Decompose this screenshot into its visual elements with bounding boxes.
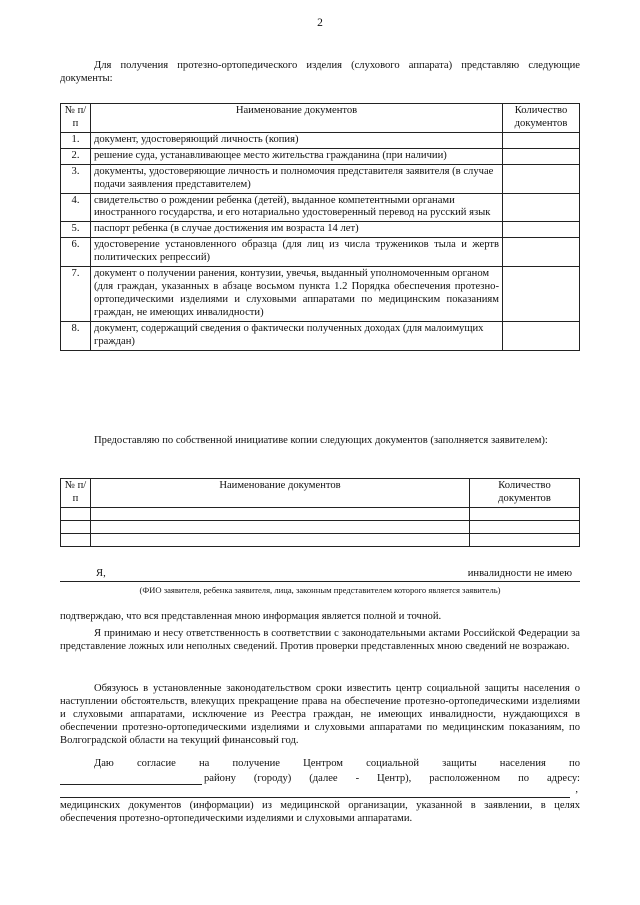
table-row — [61, 321, 580, 350]
intro-paragraph: Для получения протезно-ортопедического изделия (слухового аппарата) представляю следующие документы: — [60, 60, 580, 84]
fio-fill-line[interactable] — [60, 566, 580, 582]
empty-cell[interactable] — [91, 520, 470, 533]
consent-paragraph-end: медицинских документов (информации) из медицинской организации, указанной в заявлении, в целях обеспечения протезно-ортопедическими изделиями и слуховыми аппаратами. — [60, 800, 580, 824]
ya-label: Я, — [96, 568, 106, 579]
consent-text-2: району (городу) (далее - Центр), расположенном по адресу: — [204, 773, 580, 784]
empty-cell[interactable] — [470, 507, 580, 520]
fio-hint: (ФИО заявителя, ребенка заявителя, лица, законным представителем которого является заявитель) — [139, 585, 501, 595]
header-name: Наименование документов — [91, 479, 470, 508]
district-fill-line[interactable] — [60, 784, 202, 785]
confirm-paragraph: подтверждаю, что вся представленная мною информация является полной и точной. — [60, 611, 442, 622]
row-name: свидетельство о рождении ребенка (детей), выданное компетентными органами иностранного государства, и его нотариально удостоверенный перевод на русский язык — [91, 193, 503, 222]
empty-cell[interactable] — [91, 533, 470, 546]
table-row — [61, 238, 580, 267]
row-count-cell[interactable] — [503, 321, 580, 350]
address-fill-line[interactable] — [60, 797, 570, 798]
row-name: удостоверение установленного образца (для лиц из числа тружеников тыла и жертв политических репрессий) — [91, 238, 503, 267]
row-name: документ, содержащий сведения о фактически полученных доходах (для малоимущих граждан) — [91, 321, 503, 350]
page-number: 2 — [317, 17, 323, 29]
consent-line-2 — [60, 773, 580, 787]
empty-cell[interactable] — [470, 520, 580, 533]
row-name-main: документ о получении ранения, контузии, увечья, выданный уполномоченным органом — [94, 268, 490, 280]
initiative-table — [60, 478, 580, 547]
header-num: № п/п — [61, 479, 91, 508]
table-row — [61, 222, 580, 238]
header-count: Количество документов — [470, 479, 580, 508]
row-num: 1. — [61, 132, 91, 148]
row-num: 7. — [61, 267, 91, 322]
comma: , — [575, 784, 578, 795]
row-num: 6. — [61, 238, 91, 267]
consent-text-1: Даю согласие на получение Центром социальной защиты населения по — [94, 758, 580, 769]
row-count-cell[interactable] — [503, 148, 580, 164]
empty-cell[interactable] — [470, 533, 580, 546]
empty-cell[interactable] — [61, 520, 91, 533]
row-num: 5. — [61, 222, 91, 238]
row-name: решение суда, устанавливающее место жительства гражданина (при наличии) — [91, 148, 503, 164]
row-count-cell[interactable] — [503, 193, 580, 222]
empty-cell[interactable] — [61, 533, 91, 546]
table-row — [61, 507, 580, 520]
row-count-cell[interactable] — [503, 222, 580, 238]
no-disability-label: инвалидности не имею — [467, 568, 572, 579]
table-row — [61, 520, 580, 533]
row-name: паспорт ребенка (в случае достижения им возраста 14 лет) — [91, 222, 503, 238]
row-count-cell[interactable] — [503, 164, 580, 193]
row-num: 8. — [61, 321, 91, 350]
table-row — [61, 148, 580, 164]
table-header-row — [61, 479, 580, 508]
table-header-row — [61, 104, 580, 133]
row-name: документы, удостоверяющие личность и полномочия представителя заявителя (в случае подачи заявления представителем) — [91, 164, 503, 193]
consent-line-1 — [60, 758, 580, 771]
row-count-cell[interactable] — [503, 267, 580, 322]
consent-line-address — [60, 786, 580, 800]
table-row — [61, 164, 580, 193]
table-row — [61, 267, 580, 322]
initiative-paragraph: Предоставляю по собственной инициативе копии следующих документов (заполняется заявителем): — [94, 435, 548, 446]
row-name — [91, 267, 503, 322]
table-row — [61, 533, 580, 546]
header-name: Наименование документов — [91, 104, 503, 133]
documents-table — [60, 103, 580, 351]
row-num: 2. — [61, 148, 91, 164]
empty-cell[interactable] — [91, 507, 470, 520]
row-count-cell[interactable] — [503, 238, 580, 267]
row-name: документ, удостоверяющий личность (копия) — [91, 132, 503, 148]
responsibility-paragraph: Я принимаю и несу ответственность в соответствии с законодательными актами Российской Федерации за представление ложных или неполных сведений. Против проверки представленных мною сведений не возражаю. — [60, 628, 580, 652]
row-num: 4. — [61, 193, 91, 222]
table-row — [61, 193, 580, 222]
row-num: 3. — [61, 164, 91, 193]
header-num: № п/п — [61, 104, 91, 133]
obligation-paragraph: Обязуюсь в установленные законодательством сроки известить центр социальной защиты населения о наступлении обстоятельств, влекущих прекращение права на обеспечение протезно-ортопедическими изделиями и слуховыми аппаратами, исключение из Реестра граждан, не имеющих инвалидности, нуждающихся в обеспечении протезно-ортопедическими изделиями и слуховыми аппаратами по медицинским показаниям, по Волгоградской области на текущий финансовый год. — [60, 683, 580, 746]
empty-cell[interactable] — [61, 507, 91, 520]
row-count-cell[interactable] — [503, 132, 580, 148]
row-name-note: (для граждан, указанных в абзаце восьмом пункта 1.2 Порядка обеспечения протезно-ортопедическими изделиями и слуховыми аппаратами по медицинским показаниям граждан, не имеющих инвалидности) — [94, 281, 499, 318]
header-count: Количество документов — [503, 104, 580, 133]
table-row — [61, 132, 580, 148]
